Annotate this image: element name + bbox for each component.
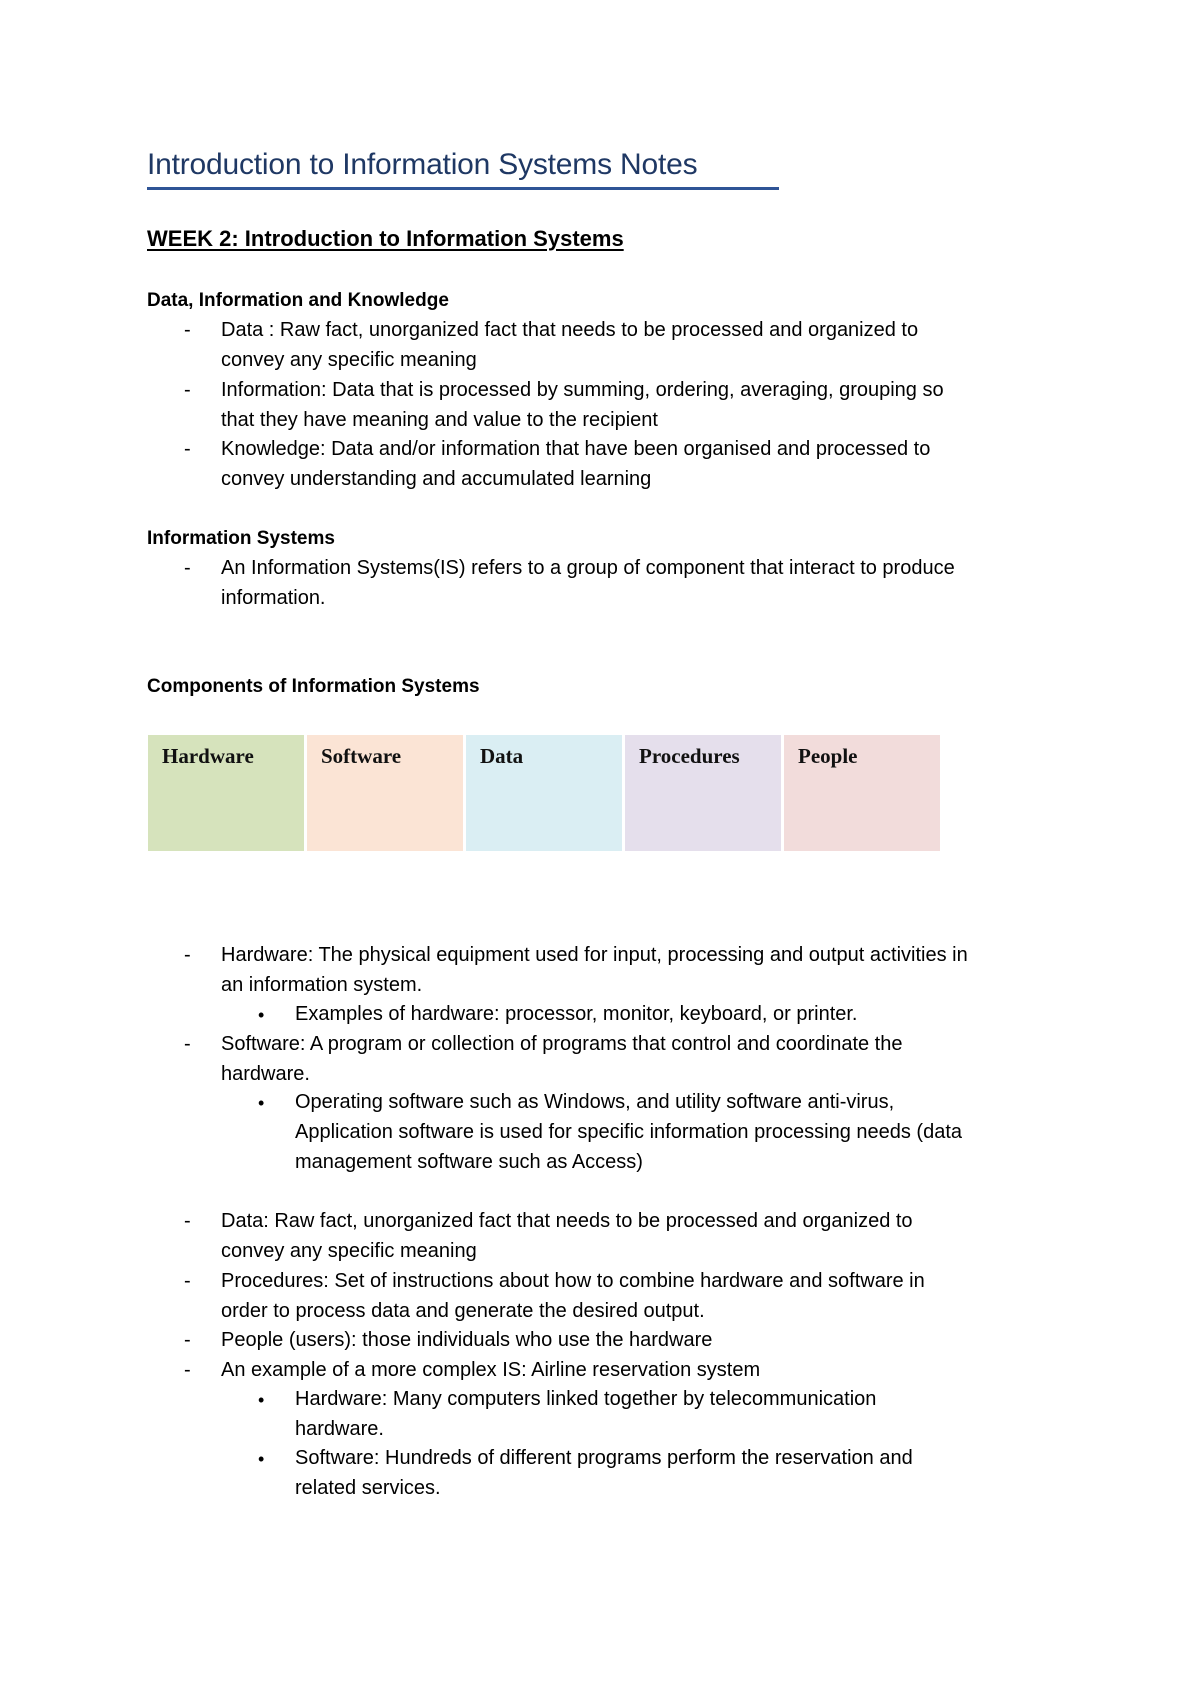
detail-hardware-line1: Hardware: The physical equipment used for input, processing and output activities in — [221, 944, 968, 966]
detail-software-examples-line3: management software such as Access) — [295, 1151, 643, 1173]
dash-marker: - — [184, 944, 191, 966]
dik-item-knowledge-line1: Knowledge: Data and/or information that have been organised and processed to — [221, 438, 931, 460]
component-cell-data: Data — [466, 735, 622, 851]
detail-software-line1: Software: A program or collection of programs that control and coordinate the — [221, 1033, 903, 1055]
dik-item-information-line2: that they have meaning and value to the recipient — [221, 409, 658, 431]
dash-marker: - — [184, 1270, 191, 1292]
detail-people: People (users): those individuals who use the hardware — [221, 1329, 713, 1351]
is-definition-line1: An Information Systems(IS) refers to a group of component that interact to produce — [221, 557, 955, 579]
component-cell-procedures: Procedures — [625, 735, 781, 851]
dash-marker: - — [184, 1359, 191, 1381]
section-heading-is: Information Systems — [147, 528, 335, 549]
dash-marker: - — [184, 438, 191, 460]
component-cell-hardware: Hardware — [148, 735, 304, 851]
component-cell-people: People — [784, 735, 940, 851]
detail-software-line2: hardware. — [221, 1063, 310, 1085]
example-hardware-line1: Hardware: Many computers linked together by telecommunication — [295, 1388, 877, 1410]
detail-example: An example of a more complex IS: Airline reservation system — [221, 1359, 761, 1381]
bullet-marker: • — [258, 1449, 265, 1469]
bullet-marker: • — [258, 1390, 265, 1410]
dik-item-data-line1: Data : Raw fact, unorganized fact that needs to be processed and organized to — [221, 319, 919, 341]
detail-data-line1: Data: Raw fact, unorganized fact that needs to be processed and organized to — [221, 1210, 913, 1232]
dash-marker: - — [184, 557, 191, 579]
detail-data-line2: convey any specific meaning — [221, 1240, 477, 1262]
components-table — [148, 735, 943, 851]
detail-hardware-examples: Examples of hardware: processor, monitor, keyboard, or printer. — [295, 1003, 858, 1025]
dash-marker: - — [184, 1329, 191, 1351]
page-title: Introduction to Information Systems Notes — [147, 148, 698, 181]
dik-item-knowledge-line2: convey understanding and accumulated learning — [221, 468, 652, 490]
is-definition-line2: information. — [221, 587, 326, 609]
detail-software-examples-line1: Operating software such as Windows, and utility software anti-virus, — [295, 1091, 895, 1113]
section-heading-dik: Data, Information and Knowledge — [147, 290, 449, 311]
dash-marker: - — [184, 1033, 191, 1055]
dash-marker: - — [184, 379, 191, 401]
bullet-marker: • — [258, 1005, 265, 1025]
detail-procedures-line1: Procedures: Set of instructions about how to combine hardware and software in — [221, 1270, 925, 1292]
detail-hardware-line2: an information system. — [221, 974, 423, 996]
dik-item-data-line2: convey any specific meaning — [221, 349, 477, 371]
title-underline — [147, 187, 779, 190]
component-cell-software: Software — [307, 735, 463, 851]
detail-software-examples-line2: Application software is used for specific information processing needs (data — [295, 1121, 963, 1143]
detail-procedures-line2: order to process data and generate the desired output. — [221, 1300, 705, 1322]
dash-marker: - — [184, 1210, 191, 1232]
bullet-marker: • — [258, 1093, 265, 1113]
dik-item-information-line1: Information: Data that is processed by summing, ordering, averaging, grouping so — [221, 379, 944, 401]
example-hardware-line2: hardware. — [295, 1418, 384, 1440]
example-software-line1: Software: Hundreds of different programs perform the reservation and — [295, 1447, 913, 1469]
section-heading-components: Components of Information Systems — [147, 676, 480, 697]
example-software-line2: related services. — [295, 1477, 441, 1499]
week-heading: WEEK 2: Introduction to Information Systems — [147, 226, 624, 251]
dash-marker: - — [184, 319, 191, 341]
